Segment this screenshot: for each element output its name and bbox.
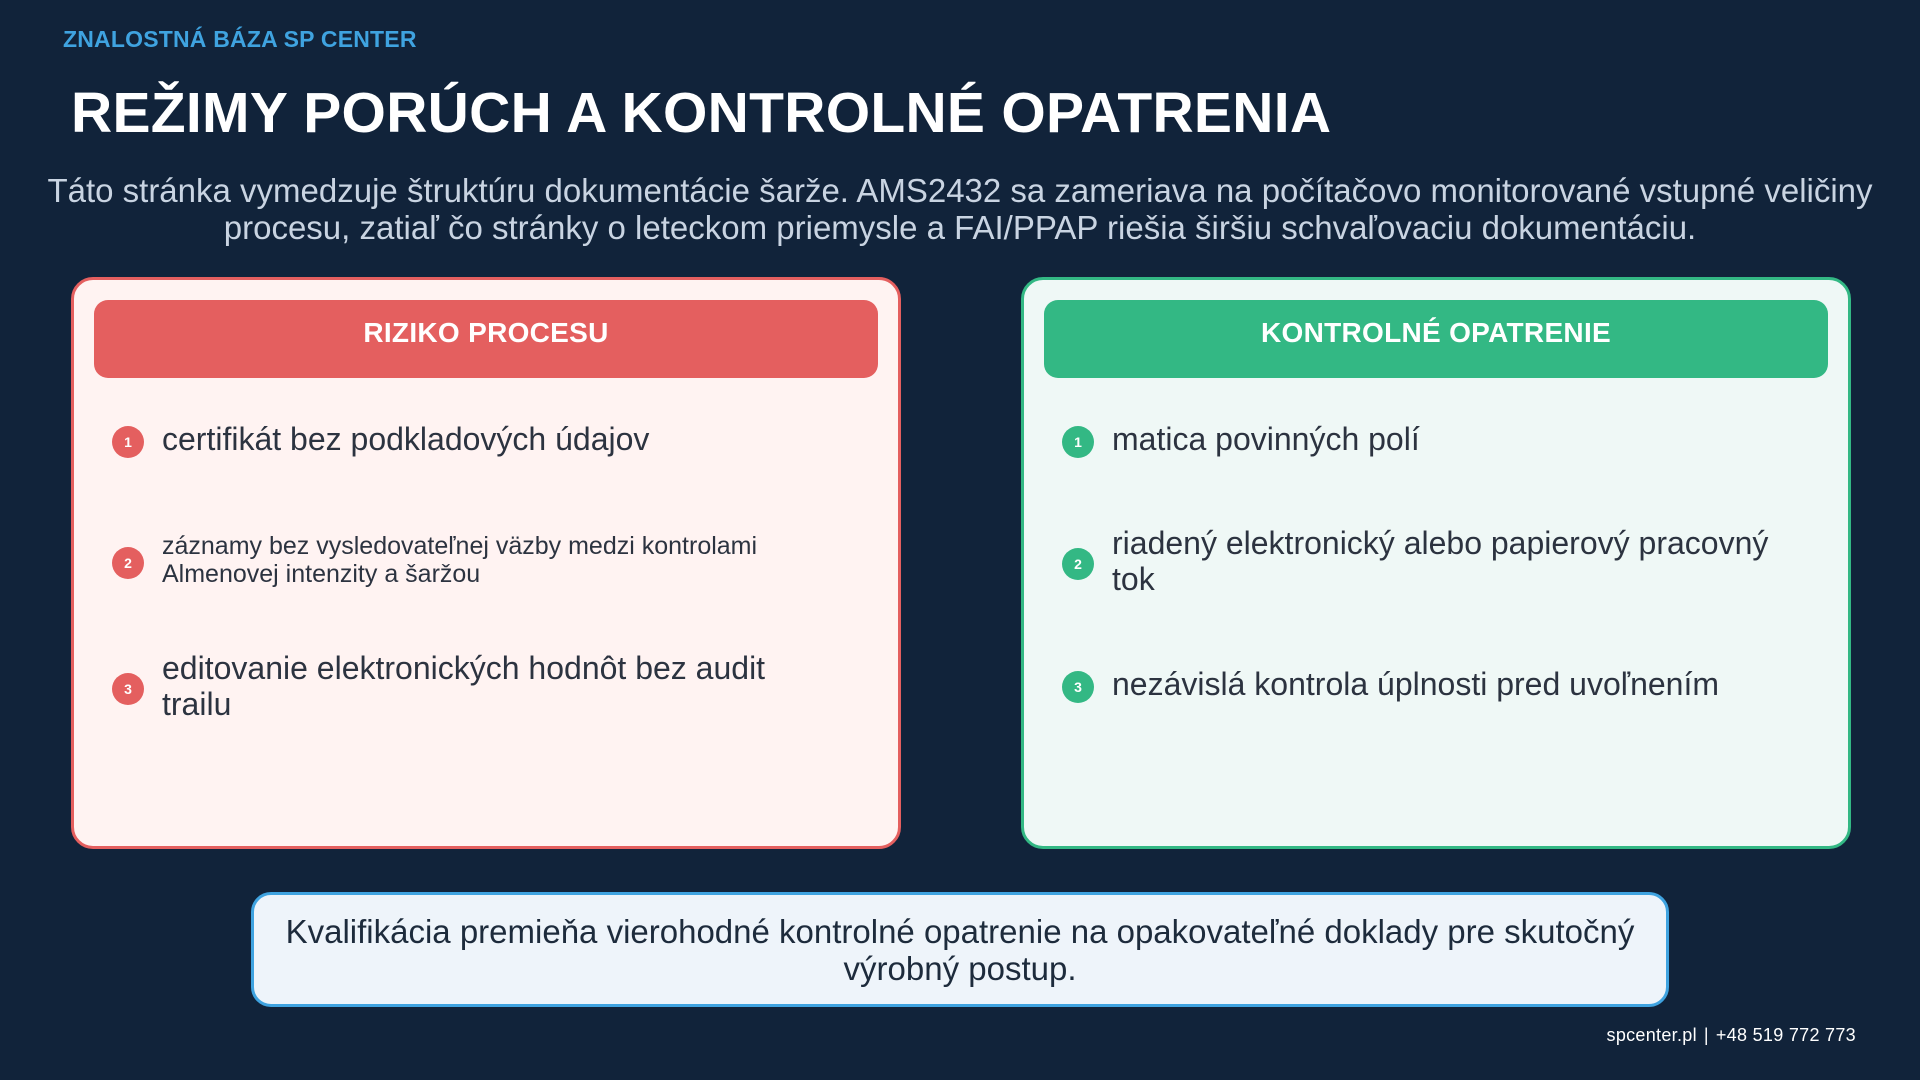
number-badge: 1 — [1062, 426, 1094, 458]
summary-callout — [251, 892, 1669, 1007]
footer-phone[interactable]: +48 519 772 773 — [1715, 1025, 1856, 1045]
number-badge: 1 — [112, 426, 144, 458]
control-item-3 — [1062, 665, 1808, 703]
number-badge: 3 — [1062, 671, 1094, 703]
risk-item-2 — [112, 532, 858, 588]
control-item-text: riadený elektronický alebo papierový pracovný tok — [1112, 525, 1769, 597]
footer-website-link[interactable]: spcenter.pl — [1606, 1025, 1697, 1045]
risk-item-text: editovanie elektronických hodnôt bez audit trailu — [162, 650, 766, 722]
page-title: REŽIMY PORÚCH A KONTROLNÉ OPATRENIA — [71, 81, 1332, 145]
risk-item-3 — [112, 650, 858, 722]
control-item-1 — [1062, 420, 1808, 458]
footer-contact — [1607, 1025, 1856, 1046]
control-panel-heading: KONTROLNÉ OPATRENIE — [1044, 300, 1828, 378]
summary-callout-text: Kvalifikácia premieňa vierohodné kontrolné opatrenie na opakovateľné doklady pre skutočný výrobný postup. — [285, 912, 1635, 987]
kicker-label: ZNALOSTNÁ BÁZA SP CENTER — [63, 26, 417, 52]
risk-item-text: záznamy bez vysledovateľnej väzby medzi kontrolami Almenovej intenzity a šaržou — [162, 532, 758, 588]
control-item-text: nezávislá kontrola úplnosti pred uvoľnením — [1112, 666, 1720, 702]
risk-item-1 — [112, 420, 858, 458]
number-badge: 2 — [1062, 548, 1094, 580]
number-badge: 3 — [112, 673, 144, 705]
risk-item-text: certifikát bez podkladových údajov — [162, 421, 650, 457]
footer-separator: | — [1703, 1025, 1709, 1045]
control-panel — [1021, 277, 1851, 849]
control-item-2 — [1062, 525, 1808, 597]
number-badge: 2 — [112, 547, 144, 579]
risk-panel — [71, 277, 901, 849]
risk-panel-heading: RIZIKO PROCESU — [94, 300, 878, 378]
control-item-text: matica povinných polí — [1112, 421, 1420, 457]
intro-paragraph: Táto stránka vymedzuje štruktúru dokumentácie šarže. AMS2432 sa zameriava na počítačovo monitorované vstupné veličiny procesu, zatiaľ čo stránky o leteckom priemysle a FAI/PPAP riešia širšiu schvaľovaciu dokumentáciu. — [47, 172, 1873, 246]
